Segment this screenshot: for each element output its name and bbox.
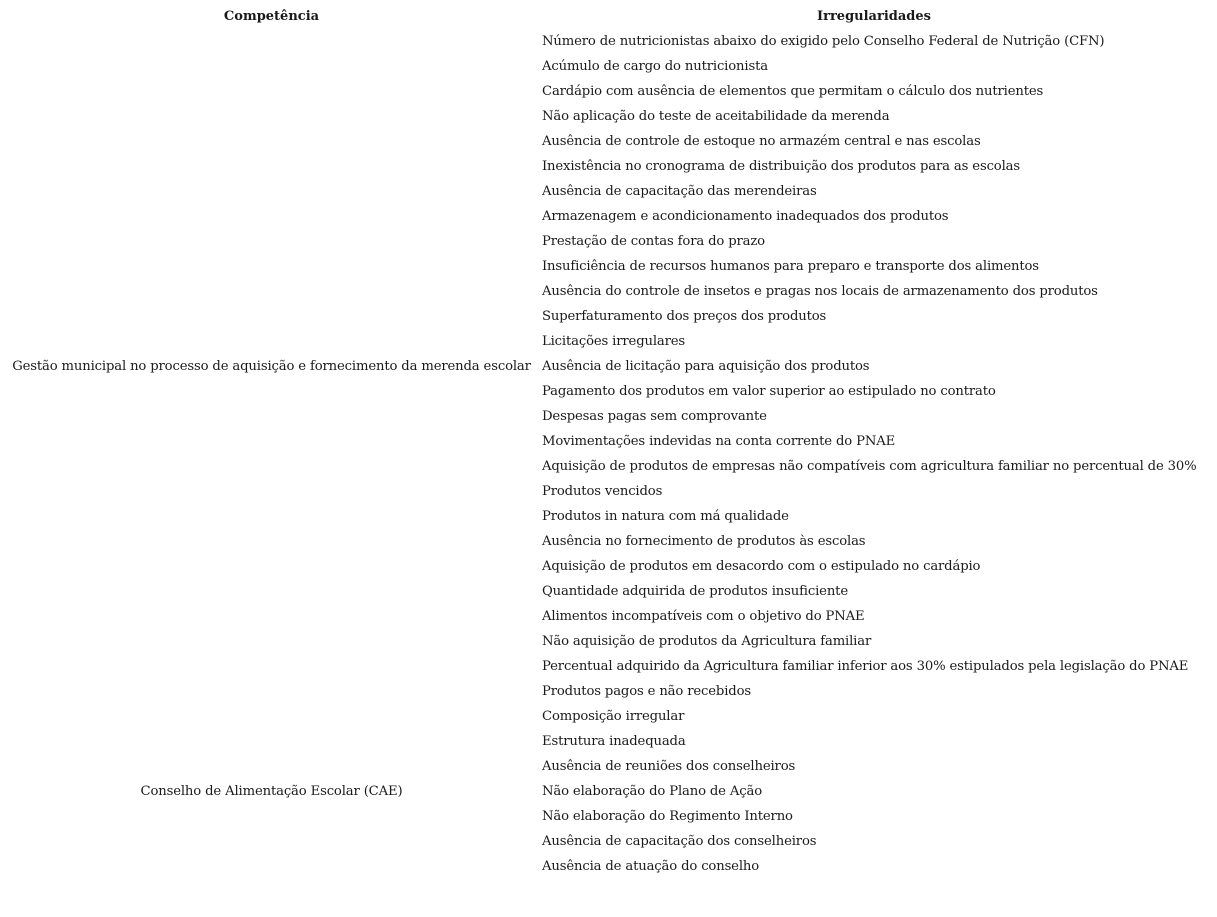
irregularidade-item: Aquisição de produtos em desacordo com o estipulado no cardápio (542, 559, 981, 574)
irregularidade-item: Produtos vencidos (542, 484, 663, 499)
irregularidade-item: Ausência de controle de estoque no armazém central e nas escolas (542, 134, 981, 149)
irregularidade-item: Inexistência no cronograma de distribuição dos produtos para as escolas (542, 159, 1020, 174)
irregularidade-item: Produtos pagos e não recebidos (542, 684, 751, 699)
irregularidade-item: Quantidade adquirida de produtos insuficiente (542, 584, 848, 599)
irregularidade-item: Ausência do controle de insetos e pragas nos locais de armazenamento dos produtos (542, 284, 1098, 299)
irregularidade-item: Pagamento dos produtos em valor superior ao estipulado no contrato (542, 384, 996, 399)
irregularidade-item: Composição irregular (542, 709, 685, 724)
irregularidade-item: Não aplicação do teste de aceitabilidade da merenda (542, 109, 890, 124)
irregularidade-item: Alimentos incompatíveis com o objetivo do PNAE (542, 609, 865, 624)
column-header-irregularidades: Irregularidades (817, 9, 931, 24)
irregularidade-item: Ausência de capacitação das merendeiras (542, 184, 817, 199)
irregularidade-item: Ausência no fornecimento de produtos às escolas (542, 534, 866, 549)
irregularidade-item: Ausência de licitação para aquisição dos produtos (542, 359, 870, 374)
competencia-gestao-municipal: Gestão municipal no processo de aquisição e fornecimento da merenda escolar (12, 359, 531, 374)
irregularidade-item: Não elaboração do Regimento Interno (542, 809, 793, 824)
competencia-cae: Conselho de Alimentação Escolar (CAE) (140, 784, 403, 799)
irregularidade-item: Ausência de reuniões dos conselheiros (542, 759, 796, 774)
column-header-competencia: Competência (223, 9, 320, 24)
irregularidade-item: Licitações irregulares (542, 334, 686, 349)
irregularidade-item: Estrutura inadequada (542, 734, 686, 749)
irregularidade-item: Não elaboração do Plano de Ação (542, 784, 762, 799)
irregularidade-item: Não aquisição de produtos da Agricultura familiar (542, 634, 872, 649)
irregularidade-item: Ausência de atuação do conselho (542, 859, 760, 874)
irregularidade-item: Acúmulo de cargo do nutricionista (542, 59, 768, 74)
irregularidade-item: Despesas pagas sem comprovante (542, 409, 767, 424)
irregularidades-list (542, 33, 1197, 883)
irregularidade-item: Superfaturamento dos preços dos produtos (542, 309, 827, 324)
irregularidade-item: Aquisição de produtos de empresas não compatíveis com agricultura familiar no percentual de 30% (542, 459, 1197, 474)
irregularidade-item: Insuficiência de recursos humanos para preparo e transporte dos alimentos (542, 259, 1039, 274)
irregularidade-item: Cardápio com ausência de elementos que permitam o cálculo dos nutrientes (542, 84, 1044, 99)
irregularidade-item: Armazenagem e acondicionamento inadequados dos produtos (542, 209, 949, 224)
irregularidade-item: Percentual adquirido da Agricultura familiar inferior aos 30% estipulados pela legislação do PNAE (542, 659, 1189, 674)
irregularidade-item: Número de nutricionistas abaixo do exigido pelo Conselho Federal de Nutrição (CFN) (542, 34, 1105, 49)
irregularidade-item: Ausência de capacitação dos conselheiros (542, 834, 817, 849)
irregularidade-item: Movimentações indevidas na conta corrente do PNAE (542, 434, 896, 449)
irregularidade-item: Produtos in natura com má qualidade (542, 509, 789, 524)
irregularidade-item: Prestação de contas fora do prazo (542, 234, 765, 249)
